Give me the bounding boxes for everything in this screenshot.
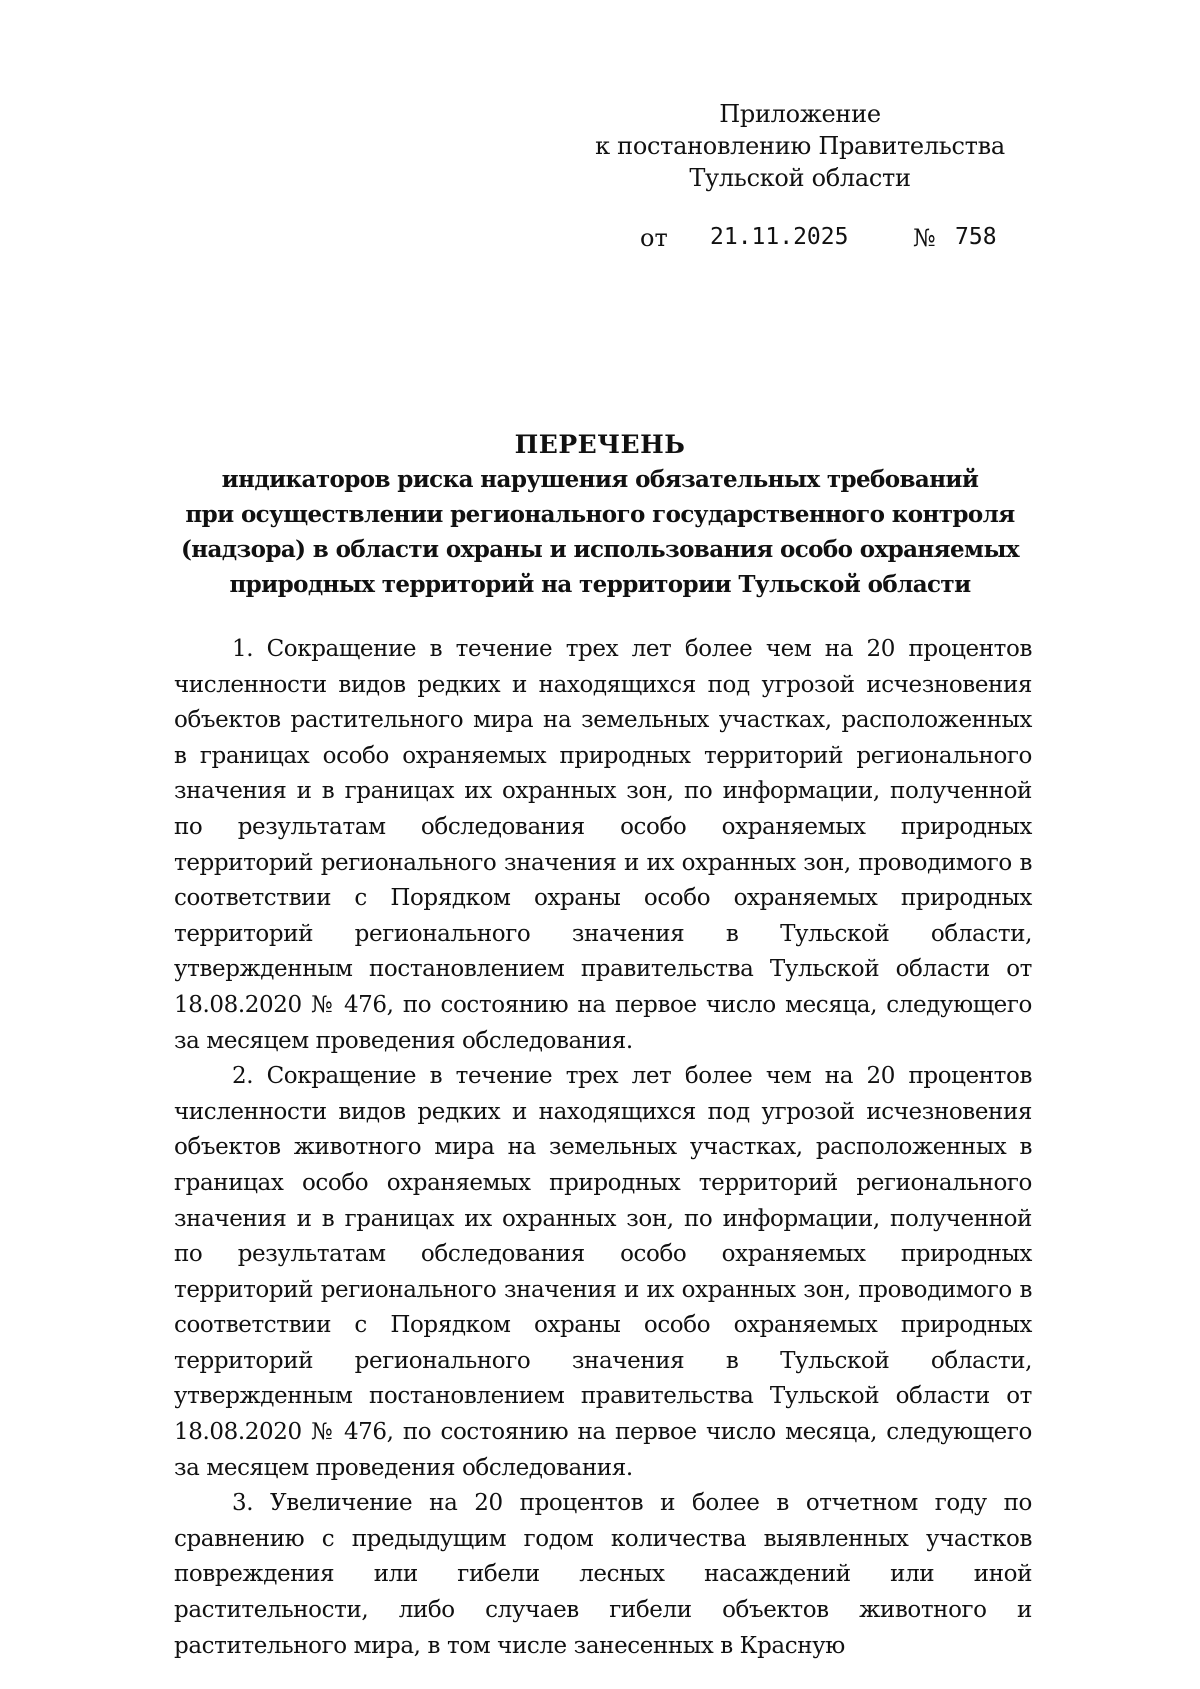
number-sign: № (913, 224, 936, 252)
appendix-header (590, 98, 1010, 194)
appendix-line-3: Тульской области (689, 164, 911, 192)
appendix-line-1: Приложение (719, 100, 881, 128)
paragraph-2: 2. Сокращение в течение трех лет более чем на 20 процентов численности видов редких и находящихся под угрозой исчезновения объектов животного мира на земельных участках, расположенных в границах особо охраняемых природных территорий регионального значения и в границах их охранных зон, по информации, полученной по результатам обследования особо охраняемых природных территорий регионального значения и их охранных зон, проводимого в соответствии с Порядком охраны особо охраняемых природных территорий регионального значения в Тульской области, утвержденным постановлением правительства Тульской области от 18.08.2020 № 476, по состоянию на первое число месяца, следующего за месяцем проведения обследования. (174, 1063, 1032, 1481)
title-main: ПЕРЕЧЕНЬ (514, 430, 686, 459)
paragraph-3: 3. Увеличение на 20 процентов и более в отчетном году по сравнению с предыдущим годом количества выявленных участков повреждения или гибели лесных насаждений или иной растительности, либо случаев гибели объектов животного и растительного мира, в том числе занесенных в Красную (174, 1490, 1032, 1659)
subtitle-line-2: при осуществлении регионального государственного контроля (185, 501, 1015, 528)
subtitle-line-4: природных территорий на территории Тульской области (229, 571, 971, 598)
document-body (174, 632, 1032, 1664)
document-title (170, 428, 1030, 602)
date-number-row (640, 224, 1040, 258)
document-date: 21.11.2025 (710, 224, 849, 250)
appendix-line-2: к постановлению Правительства (595, 132, 1005, 160)
subtitle-line-1: индикаторов риска нарушения обязательных требований (221, 466, 979, 493)
subtitle-line-3: (надзора) в области охраны и использования особо охраняемых (180, 536, 1020, 563)
document-number: 758 (955, 224, 997, 250)
paragraph-1: 1. Сокращение в течение трех лет более чем на 20 процентов численности видов редких и находящихся под угрозой исчезновения объектов растительного мира на земельных участках, расположенных в границах особо охраняемых природных территорий регионального значения и в границах их охранных зон, по информации, полученной по результатам обследования особо охраняемых природных территорий регионального значения и их охранных зон, проводимого в соответствии с Порядком охраны особо охраняемых природных территорий регионального значения в Тульской области, утвержденным постановлением правительства Тульской области от 18.08.2020 № 476, по состоянию на первое число месяца, следующего за месяцем проведения обследования. (174, 636, 1032, 1054)
date-prefix: от (640, 224, 668, 252)
